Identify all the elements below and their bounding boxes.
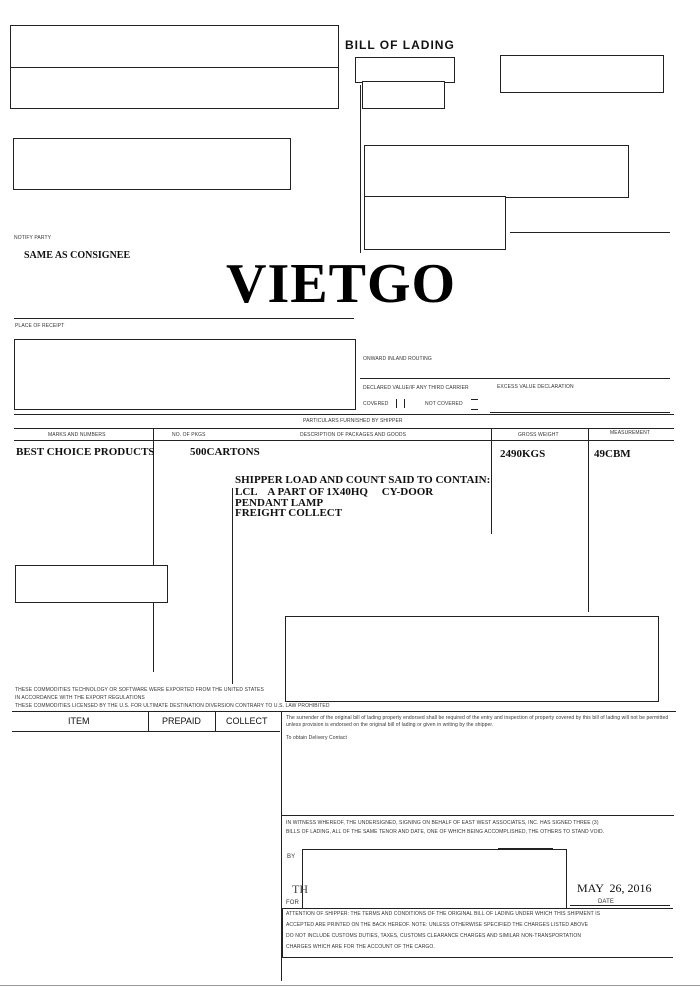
- place-of-receipt-label: PLACE OF RECEIPT: [15, 323, 65, 329]
- for-label: FOR: [286, 900, 299, 906]
- particulars-top-rule: [14, 414, 674, 415]
- cargo-line-1: SHIPPER LOAD AND COUNT SAID TO CONTAIN:: [235, 474, 491, 486]
- attention-line-2: ACCEPTED ARE PRINTED ON THE BACK HEREOF. NOTE: UNLESS OTHERWISE SPECIFIED THE CHARGES LISTED ABOVE: [286, 922, 589, 928]
- charges-top-rule: [12, 711, 676, 712]
- not-covered-checkbox[interactable]: [471, 399, 478, 410]
- particulars-mid-rule: [14, 428, 674, 429]
- marks-header: MARKS AND NUMBERS: [48, 432, 106, 438]
- particulars-header-rule: [14, 440, 674, 441]
- col-divider-measure: [588, 428, 589, 612]
- issue-date-value: MAY 26, 2016: [577, 881, 652, 895]
- date-rule: [570, 905, 670, 906]
- prepaid-header: PREPAID: [162, 716, 201, 726]
- bl-number-box: [500, 55, 664, 93]
- gross-weight-header: GROSS WEIGHT: [518, 432, 559, 438]
- th-label: TH: [292, 882, 308, 896]
- not-covered-label: NOT COVERED: [425, 401, 463, 407]
- receipt-box: [14, 339, 356, 410]
- vietgo-logo: VIETGO: [226, 253, 457, 315]
- delivery-contact-label: To obtain Delivery Contact: [286, 735, 347, 741]
- collect-header: COLLECT: [226, 716, 268, 726]
- witness-top-rule: [282, 815, 674, 816]
- cargo-line-2: LCL A PART OF 1X40HQ CY-DOOR: [235, 486, 434, 498]
- coverage-rule: [490, 412, 670, 413]
- shipper-box-bottom: [10, 67, 339, 109]
- charges-header-rule: [12, 731, 280, 732]
- export-notice-1: THESE COMMODITIES TECHNOLOGY OR SOFTWARE WERE EXPORTED FROM THE UNITED STATES: [15, 687, 264, 693]
- document-title: BILL OF LADING: [345, 38, 455, 52]
- covered-label: COVERED: [363, 401, 389, 407]
- seal-box: [285, 616, 659, 702]
- measurement-header: MEASUREMENT: [610, 430, 650, 436]
- pkgs-header: NO. OF PKGS: [172, 432, 206, 438]
- particulars-label: PARTICULARS FURNISHED BY SHIPPER: [303, 418, 403, 424]
- declared-value-label: DECLARED VALUE/IF ANY THIRD CARRIER: [363, 385, 469, 391]
- attention-line-3: DO NOT INCLUDE CUSTOMS DUTIES, TAXES, CUSTOMS CLEARANCE CHARGES AND SIMILAR NON-TRANSPORTATION: [286, 933, 582, 939]
- notify-party-label: NOTIFY PARTY: [14, 235, 52, 241]
- measurement-value: 49CBM: [594, 448, 631, 460]
- consignee-box: [13, 138, 291, 190]
- page-bottom-rule: [0, 985, 700, 986]
- witness-clause-1: IN WITNESS WHEREOF, THE UNDERSIGNED, SIGNING ON BEHALF OF EAST WEST ASSOCIATES, INC. HAS SIGNED THREE (3): [286, 820, 599, 826]
- charges-divider-2: [215, 711, 216, 731]
- excess-value-label: EXCESS VALUE DECLARATION: [497, 384, 574, 390]
- witness-clause-2: BILLS OF LADING, ALL OF THE SAME TENOR AND DATE, ONE OF WHICH BEING ACCOMPLISHED, THE OTHERS TO STAND VOID.: [286, 829, 605, 835]
- booking-sub-box: [362, 81, 445, 109]
- header-divider: [360, 85, 361, 253]
- forwarding-agent-box: [364, 196, 506, 250]
- booking-number-box: [355, 57, 455, 83]
- container-box: [15, 565, 168, 603]
- cargo-line-4: FREIGHT COLLECT: [235, 507, 343, 519]
- item-header: ITEM: [68, 716, 90, 726]
- notify-party-value: SAME AS CONSIGNEE: [24, 250, 131, 261]
- surrender-clause: The surrender of the original bill of lading property endorsed shall be required of the entry and inspection of property covered by this bill of lading will not be permitted unless provision is endorsed on the original bill of lading or given in writing by the shipper.: [286, 715, 669, 728]
- covered-checkbox[interactable]: [396, 399, 405, 408]
- onward-routing-label: ONWARD INLAND ROUTING: [363, 356, 432, 362]
- export-refs-box: [364, 145, 629, 198]
- shipper-box-top: [10, 25, 339, 69]
- by-label: BY: [287, 854, 296, 860]
- date-label: DATE: [598, 899, 614, 905]
- weight-value: 2490KGS: [500, 448, 546, 460]
- attention-line-4: CHARGES WHICH ARE FOR THE ACCOUNT OF THE CARGO.: [286, 944, 435, 950]
- signature-box: [302, 849, 567, 910]
- cargo-line-3: PENDANT LAMP: [235, 497, 324, 509]
- pkgs-value: 500CARTONS: [190, 446, 260, 458]
- col-divider-marks: [153, 428, 154, 672]
- header-rule-1: [510, 232, 670, 233]
- marks-value: BEST CHOICE PRODUCTS: [16, 446, 155, 458]
- attention-line-1: ATTENTION OF SHIPPER: THE TERMS AND CONDITIONS OF THE ORIGINAL BILL OF LADING UNDER WHICH THIS SHIPMENT IS: [286, 911, 601, 917]
- charges-divider-1: [148, 711, 149, 731]
- rule-above-receipt: [14, 318, 354, 319]
- export-notice-3: THESE COMMODITIES LICENSED BY THE U.S. FOR ULTIMATE DESTINATION DIVERSION CONTRARY TO U.S. LAW PROHIBITED: [15, 703, 330, 709]
- export-notice-2: IN ACCORDANCE WITH THE EXPORT REGULATIONS: [15, 695, 145, 701]
- col-divider-weight: [491, 428, 492, 534]
- description-header: DESCRIPTION OF PACKAGES AND GOODS: [300, 432, 407, 438]
- routing-rule: [360, 378, 670, 379]
- col-divider-desc: [232, 488, 233, 684]
